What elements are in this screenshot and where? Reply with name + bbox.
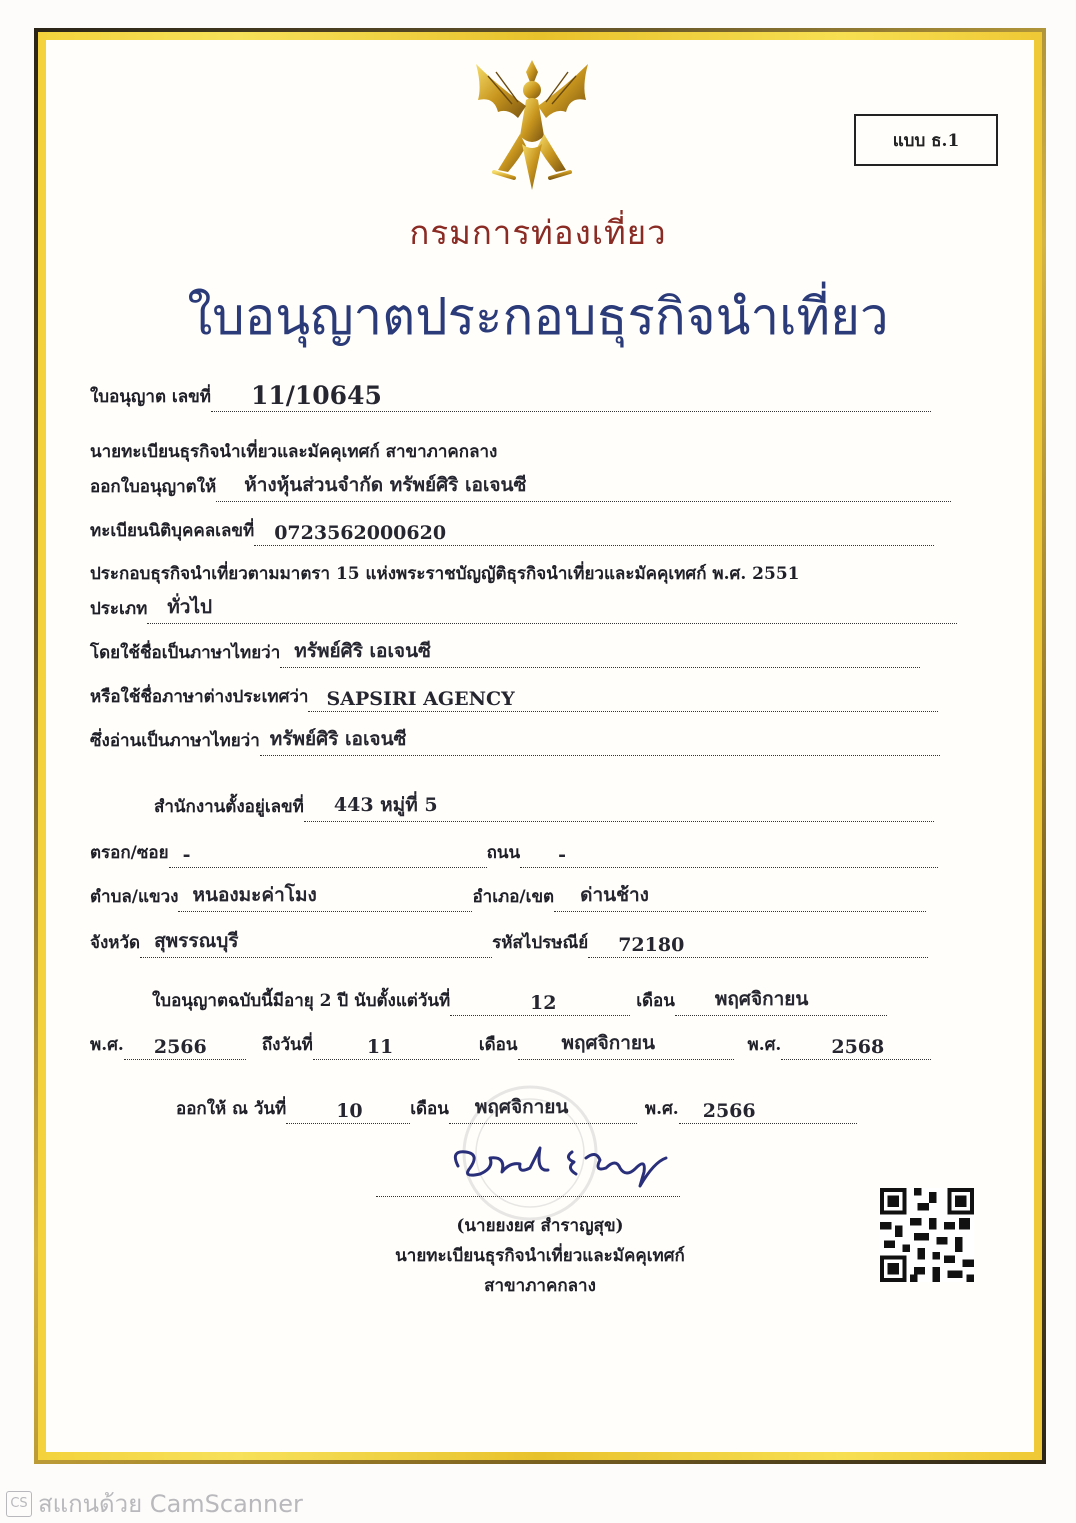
district-value: ด่านช้าง [580,884,649,906]
office-label: สำนักงานตั้งอยู่เลขที่ [154,797,304,817]
validity-intro: ใบอนุญาตฉบับนี้มีอายุ 2 ปี นับตั้งแต่วันที่ [152,991,451,1011]
document-title: ใบอนุญาตประกอบธุรกิจนำเที่ยว [187,288,889,347]
alley-label: ตรอก/ซอย [90,843,169,863]
issue-month: พฤศจิกายน [474,1096,569,1118]
postcode-value: 72180 [618,934,685,956]
road-value: - [558,844,567,866]
signature-icon [440,1128,680,1194]
issued-to-value: ห้างหุ้นส่วนจำกัด ทรัพย์ศิริ เอเจนซี [244,474,527,496]
issue-be-label: พ.ศ. [644,1099,679,1119]
signatory-branch: สาขาภาคกลาง [484,1276,596,1296]
signatory-position: นายทะเบียนธุรกิจนำเที่ยวและมัคคุเทศก์ [395,1246,685,1266]
camscanner-logo-icon: CS [6,1491,32,1517]
juristic-no-row [90,516,934,546]
alley-road-row [90,838,938,868]
validity-from-row [152,986,887,1016]
validity-from-day: 12 [529,992,557,1014]
office-row [154,792,934,822]
foreign-name-value: SAPSIRI AGENCY [326,688,515,710]
qr-code-icon [880,1188,974,1282]
foreign-name-row [90,682,938,712]
validity-to-month-label: เดือน [478,1035,518,1055]
subdistrict-value: หนองมะค่าโมง [192,884,317,906]
type-label: ประเภท [90,599,148,619]
read-as-row [90,726,940,756]
thai-name-label: โดยใช้ชื่อเป็นภาษาไทยว่า [90,643,281,663]
registrar-row [90,438,497,467]
road-label: ถนน [486,843,521,863]
postcode-label: รหัสไปรษณีย์ [492,933,589,953]
read-as-label: ซึ่งอ่านเป็นภาษาไทยว่า [90,731,260,751]
issue-year: 2566 [702,1100,756,1122]
validity-to-day: 11 [366,1036,394,1058]
issued-to-row [90,472,951,502]
province-postcode-row [90,928,928,958]
validity-to-label: ถึงวันที่ [261,1035,313,1055]
act-line: ประกอบธุรกิจนำเที่ยวตามมาตรา 15 แห่งพระราชบัญญัติธุรกิจนำเที่ยวและมัคคุเทศก์ พ.ศ. 2551 [90,564,800,584]
subdistrict-label: ตำบล/แขวง [90,887,179,907]
issue-day: 10 [336,1100,363,1122]
office-value: 443 หมู่ที่ 5 [333,794,438,816]
issued-to-label: ออกใบอนุญาตให้ [90,477,217,497]
alley-value: - [182,844,191,866]
province-value: สุพรรณบุรี [154,930,239,952]
type-value: ทั่วไป [167,596,213,618]
thai-name-row [90,638,920,668]
province-label: จังหวัด [90,933,141,953]
issue-month-label: เดือน [410,1099,449,1119]
signature-line [376,1196,680,1197]
department-name: กรมการท่องเที่ยว [409,213,667,252]
validity-from-month-label: เดือน [636,991,675,1011]
validity-be-label: พ.ศ. [90,1035,124,1055]
camscanner-text: สแกนด้วย CamScanner [38,1490,303,1518]
camscanner-watermark [6,1484,303,1523]
district-label: อำเภอ/เขต [472,887,555,907]
validity-to-be-label: พ.ศ. [747,1035,782,1055]
signatory-name: (นายยงยศ สำราญสุข) [456,1216,624,1236]
validity-to-year: 2568 [831,1036,885,1058]
read-as-value: ทรัพย์ศิริ เอเจนซี [269,728,407,750]
juristic-no-value: 0723562000620 [274,522,447,544]
form-code: แบบ ธ.1 [892,130,960,151]
subdistrict-district-row [90,882,926,912]
registrar-line: นายทะเบียนธุรกิจนำเที่ยวและมัคคุเทศก์ สาขาภาคกลาง [90,442,498,462]
juristic-no-label: ทะเบียนนิติบุคคลเลขที่ [90,521,255,541]
foreign-name-label: หรือใช้ชื่อภาษาต่างประเทศว่า [90,687,309,707]
license-no-label: ใบอนุญาต เลขที่ [90,387,211,407]
license-no-row [90,378,931,412]
validity-to-month: พฤศจิกายน [561,1032,656,1054]
validity-from-year: 2566 [153,1036,207,1058]
thai-name-value: ทรัพย์ศิริ เอเจนซี [294,640,431,662]
garuda-emblem-icon [468,56,596,192]
validity-to-row [90,1030,931,1060]
type-row [90,594,957,624]
issue-label: ออกให้ ณ วันที่ [176,1099,287,1119]
validity-from-month: พฤศจิกายน [714,988,809,1010]
license-no-value: 11/10645 [250,381,382,410]
form-code-box [854,114,998,166]
act-row [90,560,800,589]
